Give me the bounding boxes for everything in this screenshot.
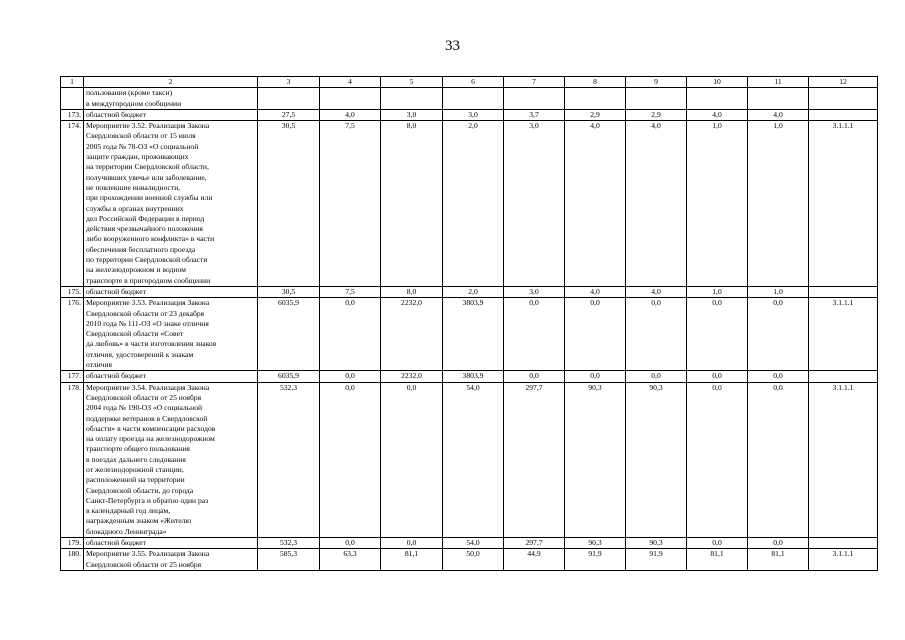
row-value: 90,3 bbox=[626, 538, 687, 549]
table-row bbox=[61, 549, 878, 571]
row-target-code bbox=[809, 371, 878, 382]
row-value: 8,0 bbox=[381, 286, 443, 297]
row-value: 297,7 bbox=[504, 382, 565, 537]
row-target-code: 3.1.1.1 bbox=[809, 549, 878, 571]
row-value: 4,0 bbox=[320, 109, 381, 120]
column-header: 8 bbox=[565, 77, 626, 88]
row-value: 54,0 bbox=[443, 538, 504, 549]
row-value: 0,0 bbox=[626, 371, 687, 382]
row-value: 2232,0 bbox=[381, 371, 443, 382]
row-value bbox=[565, 88, 626, 110]
row-value: 4,0 bbox=[687, 109, 748, 120]
row-value bbox=[626, 88, 687, 110]
row-value: 0,0 bbox=[687, 538, 748, 549]
row-value: 0,0 bbox=[748, 371, 809, 382]
row-value: 4,0 bbox=[626, 121, 687, 287]
table-row bbox=[61, 371, 878, 382]
row-value bbox=[320, 88, 381, 110]
row-number: 173. bbox=[61, 109, 84, 120]
row-value: 3803,9 bbox=[443, 298, 504, 371]
row-number: 178. bbox=[61, 382, 84, 537]
row-value: 30,5 bbox=[258, 286, 320, 297]
row-value: 585,3 bbox=[258, 549, 320, 571]
row-value: 4,0 bbox=[565, 121, 626, 287]
row-value: 4,0 bbox=[565, 286, 626, 297]
row-value: 90,3 bbox=[565, 538, 626, 549]
row-target-code bbox=[809, 286, 878, 297]
row-target-code bbox=[809, 109, 878, 120]
row-value: 0,0 bbox=[320, 298, 381, 371]
row-value: 6035,9 bbox=[258, 298, 320, 371]
row-value: 0,0 bbox=[565, 371, 626, 382]
row-target-code bbox=[809, 538, 878, 549]
row-value: 8,0 bbox=[381, 121, 443, 287]
row-value: 27,5 bbox=[258, 109, 320, 120]
row-value: 0,0 bbox=[320, 382, 381, 537]
row-value: 81,1 bbox=[687, 549, 748, 571]
row-number: 175. bbox=[61, 286, 84, 297]
row-value: 4,0 bbox=[626, 286, 687, 297]
row-value: 532,3 bbox=[258, 538, 320, 549]
row-number: 179. bbox=[61, 538, 84, 549]
row-value: 54,0 bbox=[443, 382, 504, 537]
table-row bbox=[61, 88, 878, 110]
row-value: 1,0 bbox=[687, 286, 748, 297]
row-value: 3,7 bbox=[504, 109, 565, 120]
row-description: Мероприятие 3.55. Реализация Закона Свердловской области от 25 ноября bbox=[84, 549, 258, 571]
row-number: 174. bbox=[61, 121, 84, 287]
row-value: 7,5 bbox=[320, 286, 381, 297]
row-description: пользования (кроме такси) в междугородном сообщении bbox=[84, 88, 258, 110]
row-value bbox=[504, 88, 565, 110]
row-target-code: 3.1.1.1 bbox=[809, 121, 878, 287]
column-header: 10 bbox=[687, 77, 748, 88]
row-value: 0,0 bbox=[504, 371, 565, 382]
row-value: 0,0 bbox=[381, 382, 443, 537]
row-value: 297,7 bbox=[504, 538, 565, 549]
row-value: 0,0 bbox=[748, 382, 809, 537]
row-value bbox=[443, 88, 504, 110]
page-number: 33 bbox=[445, 38, 460, 54]
row-value: 3,0 bbox=[381, 109, 443, 120]
table-row bbox=[61, 109, 878, 120]
row-value: 0,0 bbox=[320, 538, 381, 549]
row-value: 0,0 bbox=[320, 371, 381, 382]
column-header: 4 bbox=[320, 77, 381, 88]
column-header: 2 bbox=[84, 77, 258, 88]
row-value: 0,0 bbox=[565, 298, 626, 371]
row-description: Мероприятие 3.54. Реализация Закона Свердловской области от 25 ноября 2004 года № 190-ОЗ «О социальной поддержке ветеранов в Свердловской области» в части компенсации расходов на оплату проезда на железнодорожном транспорте общего пользования в поездах дальнего следования от железнодорожной станции, расположенной на территории Свердловской области, до города Санкт-Петербурга и обратно один раз в календарный год лицам, награжденным знаком «Жителю блокадного Ленинграда» bbox=[84, 382, 258, 537]
row-target-code: 3.1.1.1 bbox=[809, 298, 878, 371]
table-row bbox=[61, 286, 878, 297]
row-value bbox=[258, 88, 320, 110]
row-number: 176. bbox=[61, 298, 84, 371]
row-value: 532,3 bbox=[258, 382, 320, 537]
row-value: 0,0 bbox=[687, 371, 748, 382]
row-value: 0,0 bbox=[504, 298, 565, 371]
column-header: 5 bbox=[381, 77, 443, 88]
row-number: 180. bbox=[61, 549, 84, 571]
row-value: 2,9 bbox=[565, 109, 626, 120]
row-value: 3,0 bbox=[443, 109, 504, 120]
row-value: 2,0 bbox=[443, 121, 504, 287]
row-value: 2,0 bbox=[443, 286, 504, 297]
row-value: 0,0 bbox=[626, 298, 687, 371]
row-value: 63,3 bbox=[320, 549, 381, 571]
column-header: 7 bbox=[504, 77, 565, 88]
row-description: областной бюджет bbox=[84, 109, 258, 120]
table-row bbox=[61, 382, 878, 537]
row-value: 90,3 bbox=[626, 382, 687, 537]
row-value: 0,0 bbox=[748, 538, 809, 549]
row-description: областной бюджет bbox=[84, 538, 258, 549]
row-value: 0,0 bbox=[748, 298, 809, 371]
row-value bbox=[381, 88, 443, 110]
row-value: 1,0 bbox=[748, 121, 809, 287]
table-body bbox=[61, 88, 878, 571]
row-value: 44,9 bbox=[504, 549, 565, 571]
table-row bbox=[61, 298, 878, 371]
table-row bbox=[61, 538, 878, 549]
row-value: 0,0 bbox=[687, 298, 748, 371]
row-description: областной бюджет bbox=[84, 371, 258, 382]
row-value: 81,1 bbox=[748, 549, 809, 571]
row-value: 50,0 bbox=[443, 549, 504, 571]
row-number bbox=[61, 88, 84, 110]
row-value: 81,1 bbox=[381, 549, 443, 571]
column-header: 1 bbox=[61, 77, 84, 88]
table-header-row bbox=[61, 77, 878, 88]
column-header: 9 bbox=[626, 77, 687, 88]
row-number: 177. bbox=[61, 371, 84, 382]
column-header: 3 bbox=[258, 77, 320, 88]
row-value: 4,0 bbox=[748, 109, 809, 120]
row-description: областной бюджет bbox=[84, 286, 258, 297]
row-value: 30,5 bbox=[258, 121, 320, 287]
budget-table bbox=[60, 76, 878, 571]
row-target-code: 3.1.1.1 bbox=[809, 382, 878, 537]
row-value: 1,0 bbox=[687, 121, 748, 287]
row-value: 2232,0 bbox=[381, 298, 443, 371]
row-description: Мероприятие 3.53. Реализация Закона Свердловской области от 23 декабря 2010 года № 111-ОЗ «О знаке отличия Свердловской области «Совет да любовь» в части изготовления знаков отличия, удостоверений к знакам отличия bbox=[84, 298, 258, 371]
row-value: 6035,9 bbox=[258, 371, 320, 382]
row-value: 3,0 bbox=[504, 121, 565, 287]
row-value: 7,5 bbox=[320, 121, 381, 287]
row-value: 0,0 bbox=[687, 382, 748, 537]
row-value: 1,0 bbox=[748, 286, 809, 297]
column-header: 12 bbox=[809, 77, 878, 88]
row-value: 91,9 bbox=[626, 549, 687, 571]
row-value bbox=[748, 88, 809, 110]
row-value: 91,9 bbox=[565, 549, 626, 571]
row-value: 0,0 bbox=[381, 538, 443, 549]
row-value: 3803,9 bbox=[443, 371, 504, 382]
row-target-code bbox=[809, 88, 878, 110]
row-value: 2,9 bbox=[626, 109, 687, 120]
row-value: 90,3 bbox=[565, 382, 626, 537]
column-header: 6 bbox=[443, 77, 504, 88]
column-header: 11 bbox=[748, 77, 809, 88]
table-row bbox=[61, 121, 878, 287]
row-value: 3,0 bbox=[504, 286, 565, 297]
row-value bbox=[687, 88, 748, 110]
row-description: Мероприятие 3.52. Реализация Закона Свердловской области от 15 июля 2005 года № 78-ОЗ «О социальной защите граждан, проживающих на территории Свердловской области, получивших увечье или заболевание, не повлекшие инвалидности, при прохождении военной службы или службы в органах внутренних дел Российской Федерации в период действия чрезвычайного положения либо вооруженного конфликта» в части обеспечения бесплатного проезда по территории Свердловской области на железнодорожном и водном транспорте в пригородном сообщении bbox=[84, 121, 258, 287]
